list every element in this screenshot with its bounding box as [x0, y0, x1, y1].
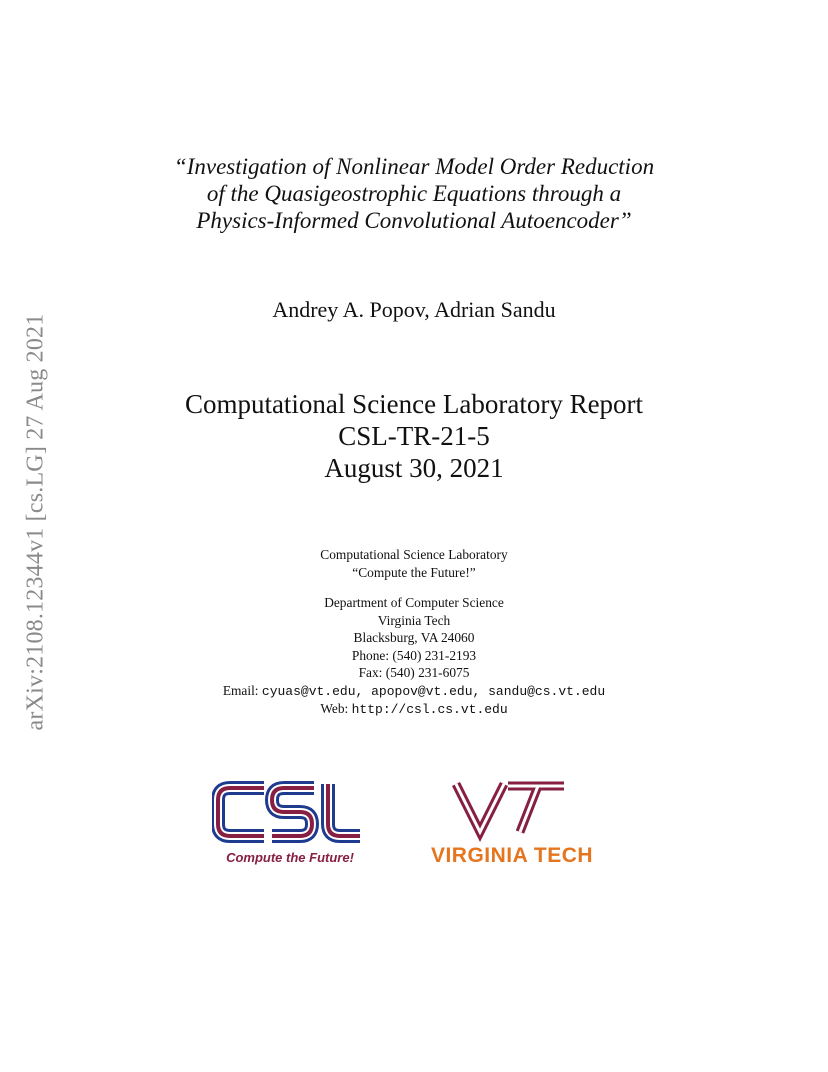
- phone: Phone: (540) 231-2193: [351, 647, 477, 663]
- city: Blacksburg, VA 24060: [353, 630, 475, 645]
- email-label: Email:: [222, 682, 262, 698]
- report-date: August 30, 2021: [324, 453, 504, 483]
- contact-block: [0, 594, 828, 719]
- email-addresses[interactable]: cyuas@vt.edu, apopov@vt.edu, sandu@cs.vt.edu: [261, 683, 606, 699]
- fax: Fax: (540) 231-6075: [358, 665, 470, 680]
- lab-slogan: “Compute the Future!”: [352, 564, 476, 580]
- report-number: CSL-TR-21-5: [338, 421, 490, 451]
- web-link[interactable]: http://csl.cs.vt.edu: [351, 702, 508, 717]
- report-info: [0, 388, 828, 484]
- title-line-1: “Investigation of Nonlinear Model Order Reduction: [173, 154, 655, 179]
- lab-block: [0, 546, 828, 581]
- web-line: [0, 700, 828, 719]
- report-title: [0, 153, 828, 234]
- authors: Andrey A. Popov, Adrian Sandu: [272, 297, 556, 322]
- arxiv-identifier-stamp: arXiv:2108.12344v1 [cs.LG] 27 Aug 2021: [22, 313, 49, 731]
- lab-name: Computational Science Laboratory: [320, 547, 508, 562]
- web-label: Web:: [320, 701, 352, 716]
- virginia-tech-logo: [412, 780, 622, 870]
- title-line-2: of the Quasigeostrophic Equations through a: [206, 181, 622, 206]
- department: Department of Computer Science: [324, 595, 504, 610]
- csl-logo: [212, 780, 368, 870]
- csl-tagline: Compute the Future!: [226, 850, 354, 865]
- university: Virginia Tech: [377, 612, 451, 628]
- report-name: Computational Science Laboratory Report: [184, 389, 644, 419]
- email-line: [0, 682, 828, 701]
- vt-wordmark: VIRGINIA TECH: [430, 844, 594, 867]
- title-line-3: Physics-Informed Convolutional Autoencoder”: [196, 208, 632, 233]
